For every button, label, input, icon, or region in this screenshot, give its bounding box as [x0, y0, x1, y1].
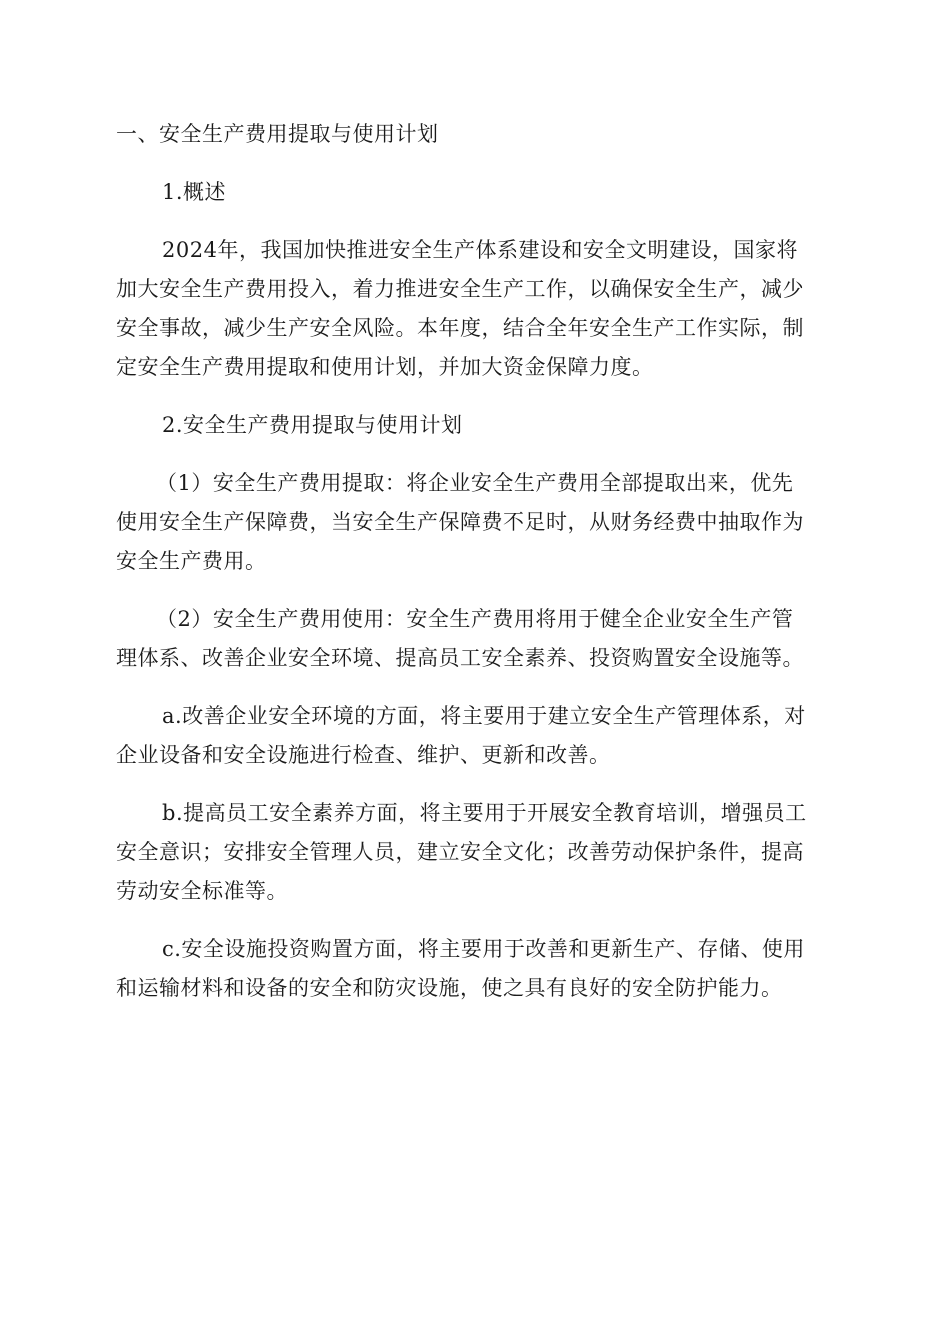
document-body	[116, 115, 834, 1027]
paragraph-line: 加大安全生产费用投入，着力推进安全生产工作，以确保安全生产，减少	[116, 277, 804, 301]
section1-paragraph	[116, 231, 834, 387]
paragraph-line: 理体系、改善企业安全环境、提高员工安全素养、投资购置安全设施等。	[116, 646, 804, 670]
heading-text: 一、安全生产费用提取与使用计划	[116, 122, 439, 146]
document-heading	[116, 115, 834, 154]
paragraph-line: a.改善企业安全环境的方面，将主要用于建立安全生产管理体系，对	[162, 704, 806, 728]
paragraph-line: 定安全生产费用提取和使用计划，并加大资金保障力度。	[116, 355, 654, 379]
paragraph-line: c.安全设施投资购置方面，将主要用于改善和更新生产、存储、使用	[162, 937, 805, 961]
paragraph-line: 安全意识；安排安全管理人员，建立安全文化；改善劳动保护条件，提高	[116, 840, 804, 864]
paragraph-line: （2）安全生产费用使用：安全生产费用将用于健全企业安全生产管	[156, 607, 794, 631]
item-b-paragraph	[116, 794, 834, 911]
paragraph-line: 企业设备和安全设施进行检查、维护、更新和改善。	[116, 743, 611, 767]
item-a-paragraph	[116, 697, 834, 775]
paragraph-line: 安全事故，减少生产安全风险。本年度，结合全年安全生产工作实际，制	[116, 316, 804, 340]
paragraph-line: 劳动安全标准等。	[116, 879, 288, 903]
item-c-paragraph	[116, 930, 834, 1008]
paragraph-line: 和运输材料和设备的安全和防灾设施，使之具有良好的安全防护能力。	[116, 976, 783, 1000]
section1-title-text: 1.概述	[162, 180, 227, 204]
paragraph-line: 安全生产费用。	[116, 549, 267, 573]
item2-paragraph	[116, 600, 834, 678]
section1-title	[116, 173, 834, 212]
paragraph-line: b.提高员工安全素养方面，将主要用于开展安全教育培训，增强员工	[162, 801, 807, 825]
section2-title	[116, 406, 834, 445]
paragraph-line: （1）安全生产费用提取：将企业安全生产费用全部提取出来，优先	[156, 471, 794, 495]
paragraph-line: 2024年，我国加快推进安全生产体系建设和安全文明建设，国家将	[162, 238, 798, 262]
paragraph-line: 使用安全生产保障费，当安全生产保障费不足时，从财务经费中抽取作为	[116, 510, 804, 534]
item1-paragraph	[116, 464, 834, 581]
section2-title-text: 2.安全生产费用提取与使用计划	[162, 413, 463, 437]
